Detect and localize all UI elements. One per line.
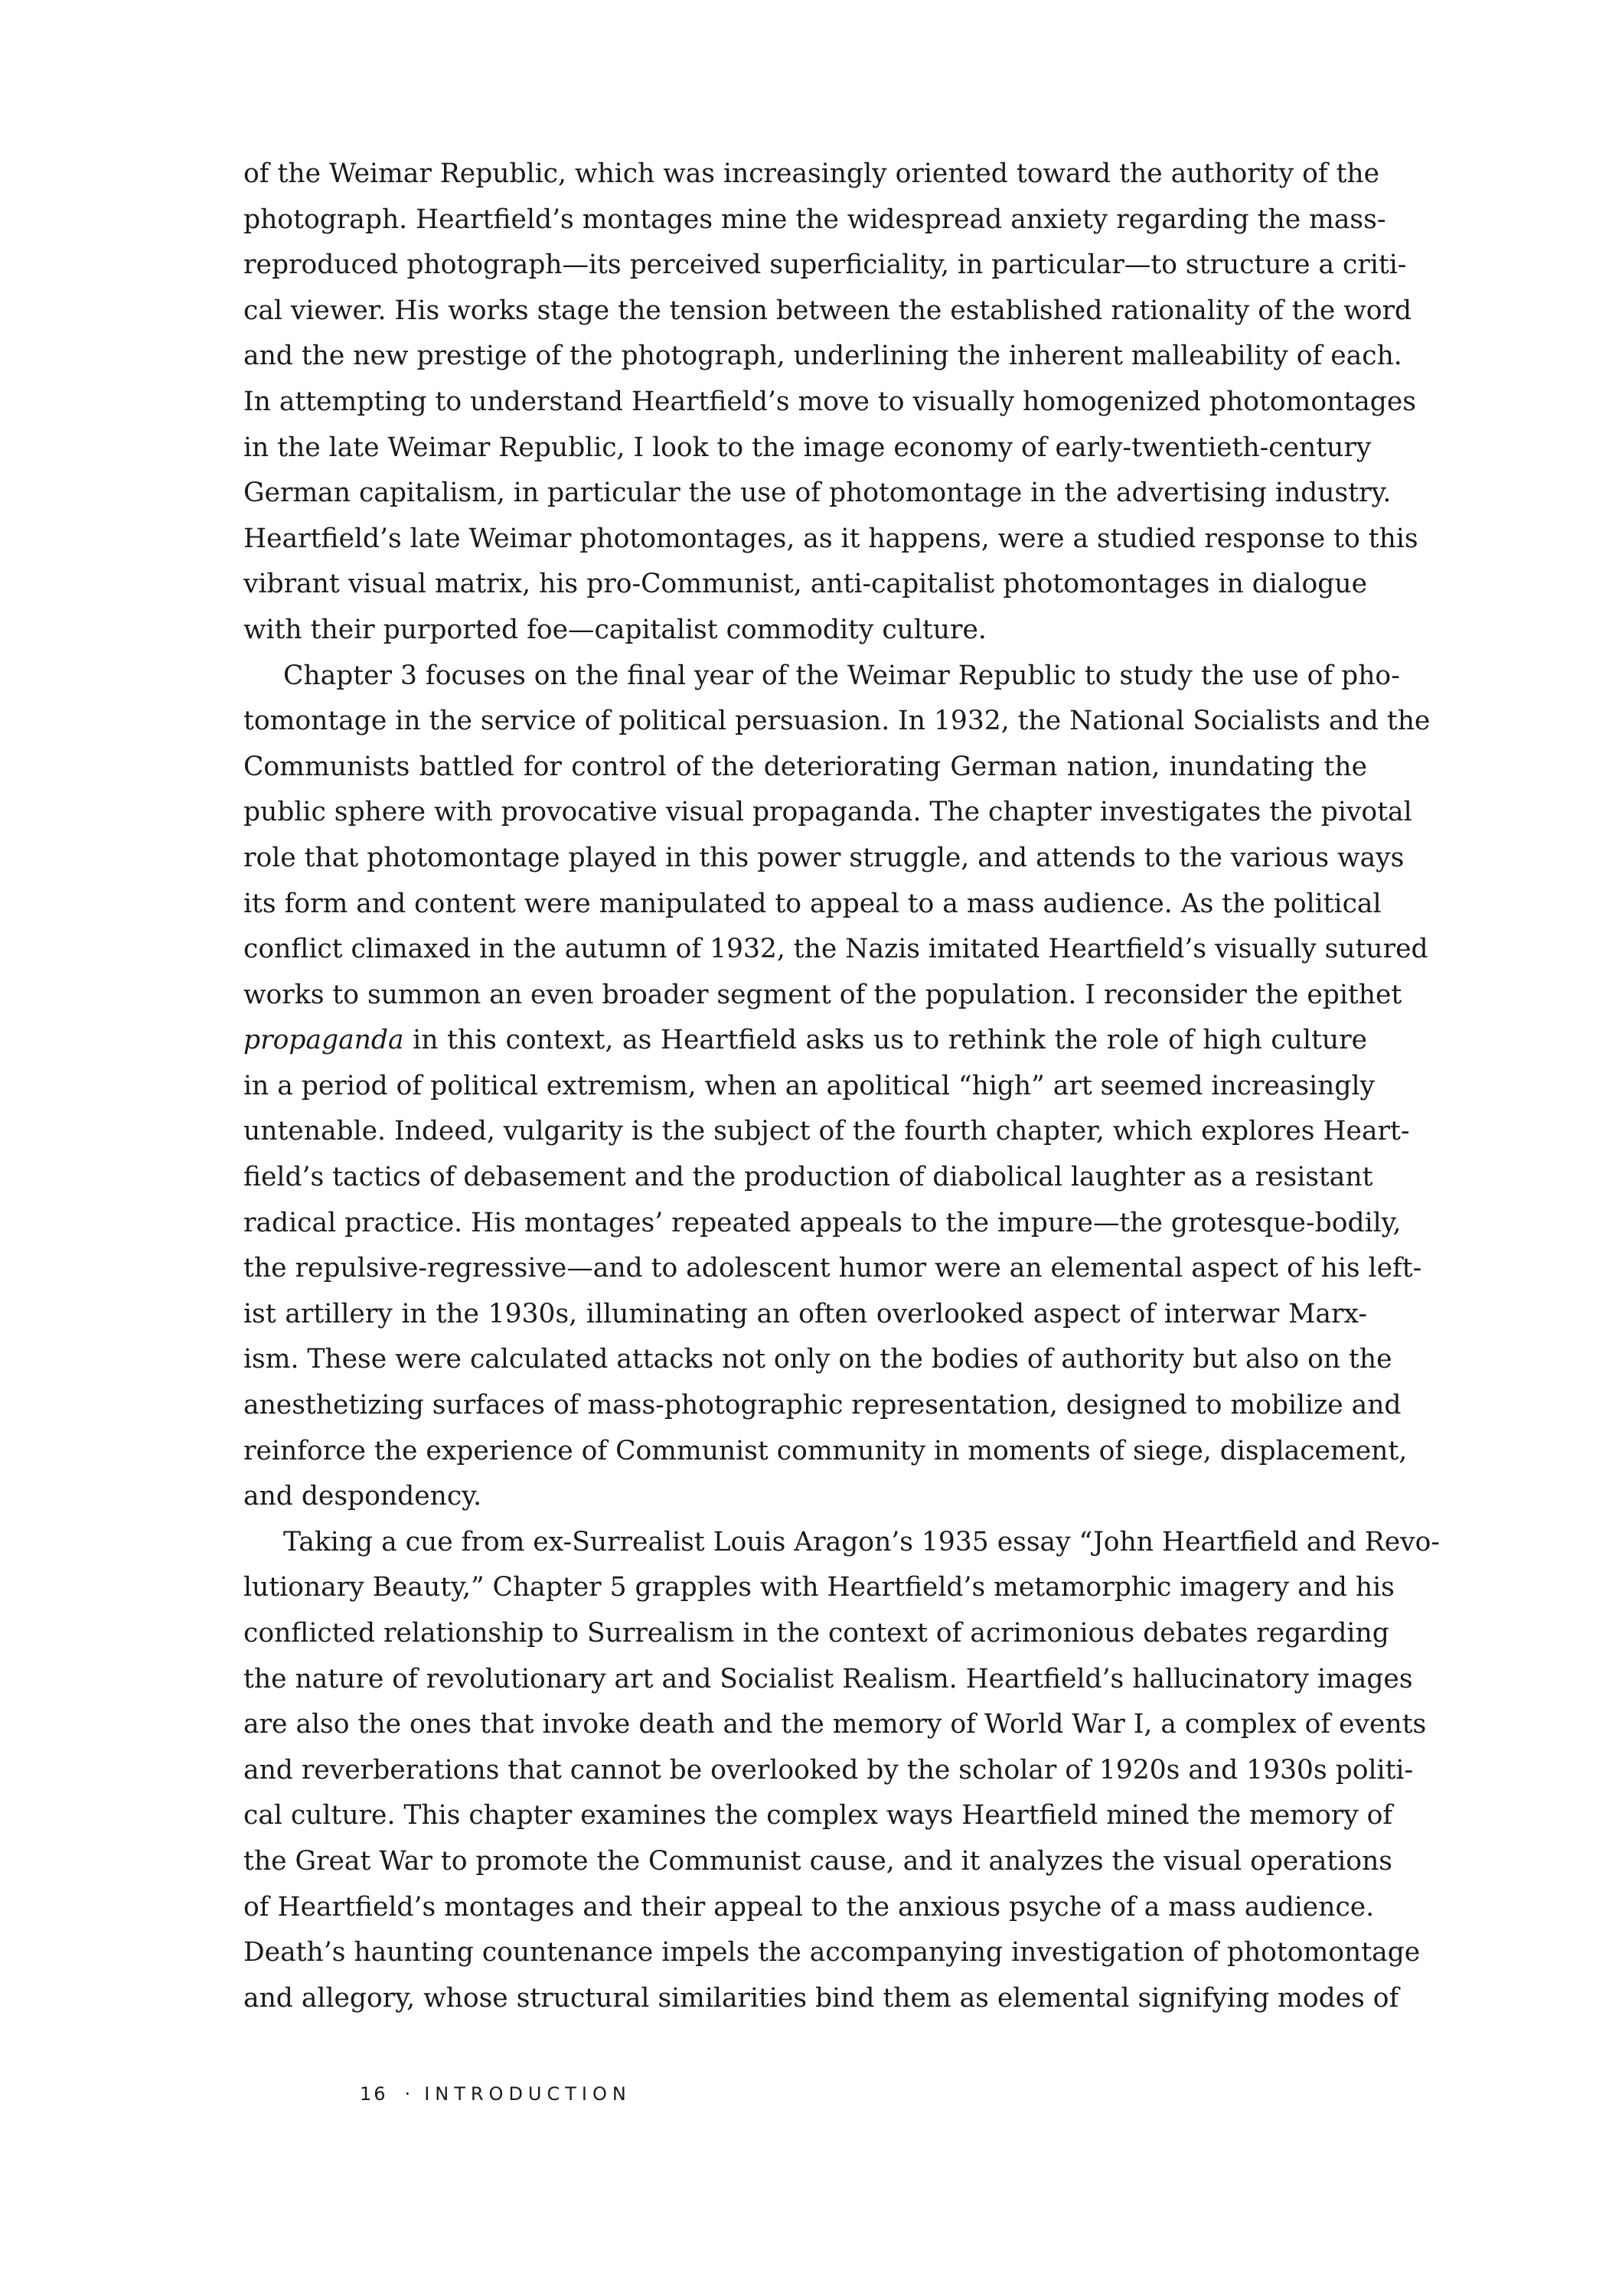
text-line: the Great War to promote the Communist cause, and it analyzes the visual operations — [243, 1845, 1393, 1877]
text-line: conflicted relationship to Surrealism in the context of acrimonious debates regarding — [243, 1618, 1389, 1649]
text-line: Communists battled for control of the deteriorating German nation, inundating the — [243, 751, 1367, 782]
text-line: ist artillery in the 1930s, illuminating an often overlooked aspect of interwar Marx- — [243, 1298, 1367, 1329]
text-line: field’s tactics of debasement and the production of diabolical laughter as a resistant — [243, 1162, 1373, 1193]
text-line: cal culture. This chapter examines the complex ways Heartfield mined the memory of — [243, 1800, 1393, 1831]
text-line: anesthetizing surfaces of mass-photographic representation, designed to mobilize and — [243, 1390, 1402, 1421]
footer-separator: · — [404, 2083, 411, 2105]
text-line: cal viewer. His works stage the tension between the established rationality of the word — [243, 295, 1412, 326]
text-line: tomontage in the service of political persuasion. In 1932, the National Socialists and the — [243, 706, 1431, 737]
text-line: reinforce the experience of Communist community in moments of siege, displacement, — [243, 1435, 1408, 1466]
text-line: its form and content were manipulated to appeal to a mass audience. As the political — [243, 888, 1382, 919]
text-line: reproduced photograph—its perceived superficiality, in particular—to structure a criti- — [243, 249, 1407, 281]
text-line: vibrant visual matrix, his pro-Communist, anti-capitalist photomontages in dialogue — [243, 569, 1367, 600]
text-line: conflict climaxed in the autumn of 1932, the Nazis imitated Heartfield’s visually sutured — [243, 934, 1428, 965]
text-line: Taking a cue from ex-Surrealist Louis Aragon’s 1935 essay “John Heartfield and Revo- — [283, 1526, 1441, 1557]
text-line-rest: in this context, as Heartfield asks us to rethink the role of high culture — [413, 1025, 1368, 1056]
paragraph-2 — [243, 654, 1431, 1520]
text-line: ism. These were calculated attacks not only on the bodies of authority but also on the — [243, 1344, 1392, 1375]
text-line: works to summon an even broader segment of the population. I reconsider the epithet — [243, 979, 1402, 1010]
text-line: In attempting to understand Heartfield’s move to visually homogenized photomontages — [243, 386, 1416, 417]
text-line: photograph. Heartfield’s montages mine the widespread anxiety regarding the mass- — [243, 204, 1386, 235]
text-line: of Heartfield’s montages and their appeal to the anxious psyche of a mass audience. — [243, 1891, 1375, 1923]
text-line: the repulsive-regressive—and to adolescent humor were an elemental aspect of his left- — [243, 1253, 1422, 1284]
page-number: 16 — [360, 2083, 388, 2105]
text-line: with their purported foe—capitalist commodity culture. — [243, 614, 987, 645]
text-line: public sphere with provocative visual propaganda. The chapter investigates the pivotal — [243, 797, 1412, 828]
body-text — [243, 152, 1441, 2021]
text-line: role that photomontage played in this power struggle, and attends to the various ways — [243, 842, 1405, 873]
text-line: and reverberations that cannot be overlooked by the scholar of 1920s and 1930s politi- — [243, 1754, 1414, 1786]
running-section-title: INTRODUCTION — [424, 2083, 632, 2105]
text-line-with-emphasis — [243, 1018, 1367, 1064]
text-line: Heartfield’s late Weimar photomontages, as it happens, were a studied response to this — [243, 523, 1418, 554]
text-line: lutionary Beauty,” Chapter 5 grapples with Heartfield’s metamorphic imagery and his — [243, 1572, 1395, 1603]
text-line: radical practice. His montages’ repeated appeals to the impure—the grotesque-bodily, — [243, 1207, 1402, 1238]
paragraph-1 — [243, 152, 1418, 654]
text-line: and despondency. — [243, 1481, 482, 1512]
paragraph-3 — [243, 1520, 1441, 2022]
text-line: Chapter 3 focuses on the final year of the Weimar Republic to study the use of pho- — [283, 660, 1400, 691]
text-line: of the Weimar Republic, which was increasingly oriented toward the authority of the — [243, 158, 1380, 189]
page-footer — [360, 2083, 632, 2105]
text-line: and allegory, whose structural similarities bind them as elemental signifying modes of — [243, 1982, 1399, 2014]
text-line: Death’s haunting countenance impels the accompanying investigation of photomontage — [243, 1937, 1421, 1968]
text-line: in a period of political extremism, when an apolitical “high” art seemed increasingly — [243, 1070, 1375, 1101]
text-line: the nature of revolutionary art and Socialist Realism. Heartfield’s hallucinatory images — [243, 1663, 1413, 1694]
text-line: German capitalism, in particular the use of photomontage in the advertising industry. — [243, 478, 1392, 509]
text-line: are also the ones that invoke death and the memory of World War I, a complex of events — [243, 1709, 1427, 1740]
text-line: and the new prestige of the photograph, underlining the inherent malleability of each. — [243, 341, 1402, 372]
text-line: in the late Weimar Republic, I look to the image economy of early-twentieth-century — [243, 432, 1372, 463]
text-line: untenable. Indeed, vulgarity is the subject of the fourth chapter, which explores Heart- — [243, 1116, 1410, 1147]
emphasized-term: propaganda — [243, 1025, 404, 1056]
